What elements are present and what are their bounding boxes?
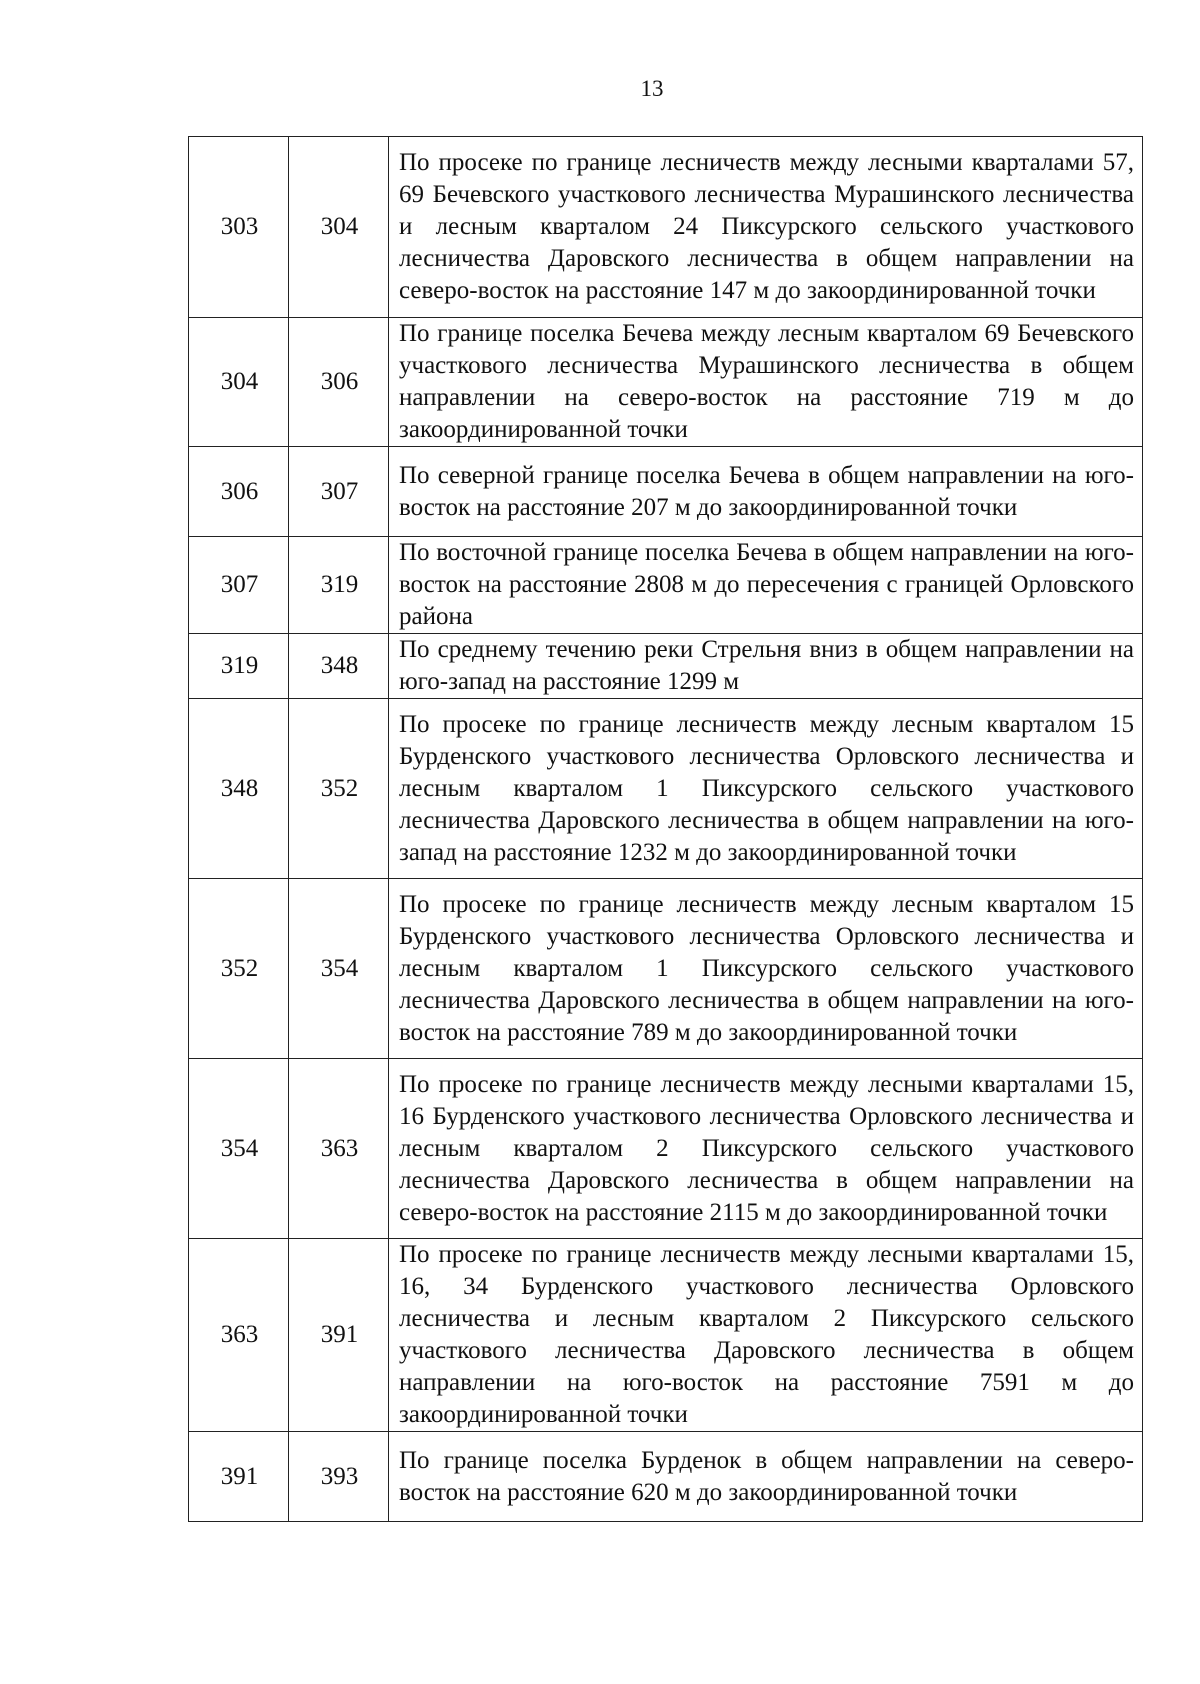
table-row (189, 137, 1143, 318)
table-row (189, 879, 1143, 1059)
boundary-description-cell: По границе поселка Бечева между лесным кварталом 69 Бечевского участкового лесничества Мурашинского лесничества в общем направлении на северо-восток на расстояние 719 м до закоординированной точки (389, 318, 1143, 447)
boundary-description-cell: По просеке по границе лесничеств между лесными кварталами 15, 16 Бурденского участкового лесничества Орловского лесничества и лесным кварталом 2 Пиксурского сельского участкового лесничества Даровского лесничества в общем направлении на северо-восток на расстояние 2115 м до закоординированной точки (389, 1059, 1143, 1239)
table-row (189, 634, 1143, 699)
point-from-cell: 363 (189, 1239, 289, 1432)
point-from-cell: 303 (189, 137, 289, 318)
boundary-description-cell: По северной границе поселка Бечева в общем направлении на юго-восток на расстояние 207 м до закоординированной точки (389, 447, 1143, 537)
table-row (189, 447, 1143, 537)
boundary-description-cell: По просеке по границе лесничеств между лесными кварталами 15, 16, 34 Бурденского участкового лесничества Орловского лесничества и лесным кварталом 2 Пиксурского сельского участкового лесничества Даровского лесничества в общем направлении на юго-восток на расстояние 7591 м до закоординированной точки (389, 1239, 1143, 1432)
point-from-cell: 352 (189, 879, 289, 1059)
boundary-description-cell: По среднему течению реки Стрельня вниз в общем направлении на юго-запад на расстояние 1299 м (389, 634, 1143, 699)
point-to-cell: 348 (289, 634, 389, 699)
boundary-description-cell: По границе поселка Бурденок в общем направлении на северо-восток на расстояние 620 м до закоординированной точки (389, 1432, 1143, 1522)
point-from-cell: 319 (189, 634, 289, 699)
point-to-cell: 306 (289, 318, 389, 447)
boundary-table (188, 136, 1143, 1522)
point-to-cell: 304 (289, 137, 389, 318)
point-to-cell: 352 (289, 699, 389, 879)
point-to-cell: 319 (289, 537, 389, 634)
point-from-cell: 354 (189, 1059, 289, 1239)
table-row (189, 318, 1143, 447)
table-row (189, 1432, 1143, 1522)
table-row (189, 699, 1143, 879)
table-row (189, 537, 1143, 634)
point-to-cell: 391 (289, 1239, 389, 1432)
point-from-cell: 304 (189, 318, 289, 447)
point-from-cell: 306 (189, 447, 289, 537)
boundary-description-cell: По просеке по границе лесничеств между лесными кварталами 57, 69 Бечевского участкового лесничества Мурашинского лесничества и лесным кварталом 24 Пиксурского сельского участкового лесничества Даровского лесничества в общем направлении на северо-восток на расстояние 147 м до закоординированной точки (389, 137, 1143, 318)
point-to-cell: 393 (289, 1432, 389, 1522)
point-from-cell: 348 (189, 699, 289, 879)
boundary-description-cell: По восточной границе поселка Бечева в общем направлении на юго-восток на расстояние 2808 м до пересечения с границей Орловского района (389, 537, 1143, 634)
point-from-cell: 307 (189, 537, 289, 634)
boundary-description-cell: По просеке по границе лесничеств между лесным кварталом 15 Бурденского участкового лесничества Орловского лесничества и лесным кварталом 1 Пиксурского сельского участкового лесничества Даровского лесничества в общем направлении на юго-восток на расстояние 789 м до закоординированной точки (389, 879, 1143, 1059)
point-from-cell: 391 (189, 1432, 289, 1522)
point-to-cell: 354 (289, 879, 389, 1059)
table-body (189, 137, 1143, 1522)
table-row (189, 1239, 1143, 1432)
page-number: 13 (640, 76, 664, 101)
point-to-cell: 307 (289, 447, 389, 537)
table-row (189, 1059, 1143, 1239)
point-to-cell: 363 (289, 1059, 389, 1239)
boundary-description-cell: По просеке по границе лесничеств между лесным кварталом 15 Бурденского участкового лесничества Орловского лесничества и лесным кварталом 1 Пиксурского сельского участкового лесничества Даровского лесничества в общем направлении на юго-запад на расстояние 1232 м до закоординированной точки (389, 699, 1143, 879)
